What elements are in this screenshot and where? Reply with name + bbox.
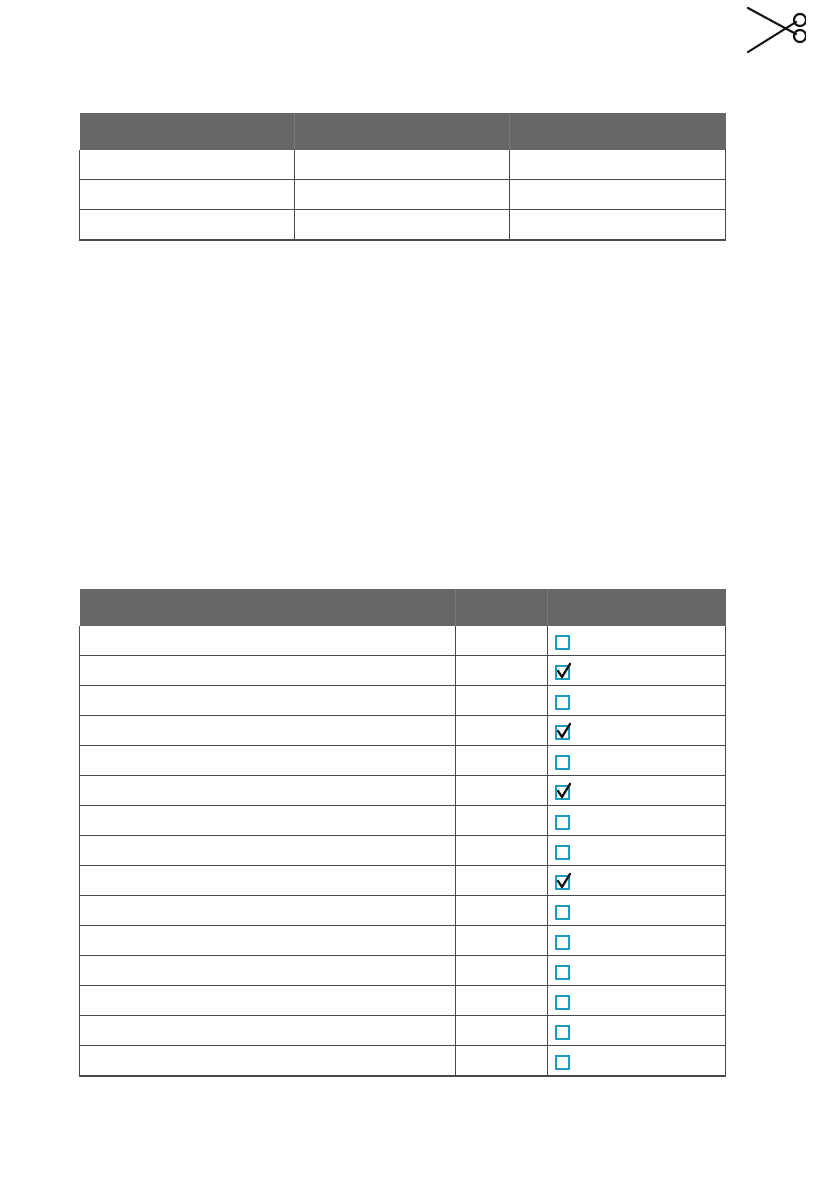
table-row	[80, 806, 726, 836]
info-cell	[510, 210, 726, 241]
info-header-cell-3	[510, 113, 726, 150]
checklist-header-cell-1	[80, 589, 456, 626]
info-cell	[80, 210, 295, 241]
checklist-checkbox-cell	[548, 806, 726, 836]
checkbox-unchecked[interactable]	[555, 635, 570, 650]
checklist-checkbox-cell	[548, 866, 726, 896]
checklist-value-cell	[456, 1016, 548, 1046]
table-row	[80, 716, 726, 746]
checkbox-checked[interactable]	[555, 875, 570, 890]
info-table-header	[80, 113, 726, 150]
checklist-label-cell	[80, 686, 456, 716]
checkbox-unchecked[interactable]	[555, 1025, 570, 1040]
info-cell	[80, 150, 295, 180]
checklist-header-cell-3	[548, 589, 726, 626]
table-row	[80, 986, 726, 1016]
table-row	[80, 150, 726, 180]
checklist-checkbox-cell	[548, 836, 726, 866]
checklist-label-cell	[80, 1016, 456, 1046]
checkbox-unchecked[interactable]	[555, 905, 570, 920]
checkbox-unchecked[interactable]	[555, 695, 570, 710]
checklist-checkbox-cell	[548, 956, 726, 986]
checkbox-checked[interactable]	[555, 665, 570, 680]
checklist-value-cell	[456, 986, 548, 1016]
checkbox-unchecked[interactable]	[555, 845, 570, 860]
checklist-label-cell	[80, 806, 456, 836]
checkbox-unchecked[interactable]	[555, 815, 570, 830]
checklist-checkbox-cell	[548, 1046, 726, 1077]
info-cell	[510, 150, 726, 180]
checklist-checkbox-cell	[548, 686, 726, 716]
checklist-value-cell	[456, 716, 548, 746]
table-row	[80, 656, 726, 686]
table-row	[80, 180, 726, 210]
checklist-checkbox-cell	[548, 776, 726, 806]
checklist-value-cell	[456, 956, 548, 986]
checklist-value-cell	[456, 836, 548, 866]
table-row	[80, 1016, 726, 1046]
info-cell	[295, 180, 510, 210]
checklist-label-cell	[80, 866, 456, 896]
checkmark-icon	[556, 662, 572, 680]
checklist-value-cell	[456, 1046, 548, 1077]
checklist-table	[79, 589, 726, 1077]
checklist-label-cell	[80, 926, 456, 956]
checklist-checkbox-cell	[548, 1016, 726, 1046]
checklist-label-cell	[80, 776, 456, 806]
table-row	[80, 746, 726, 776]
checklist-checkbox-cell	[548, 896, 726, 926]
checklist-checkbox-cell	[548, 626, 726, 656]
info-header-cell-1	[80, 113, 295, 150]
table-row	[80, 956, 726, 986]
checklist-value-cell	[456, 776, 548, 806]
checklist-label-cell	[80, 1046, 456, 1077]
checklist-label-cell	[80, 986, 456, 1016]
table-row	[80, 926, 726, 956]
table-row	[80, 776, 726, 806]
table-row	[80, 686, 726, 716]
info-cell	[510, 180, 726, 210]
checklist-value-cell	[456, 746, 548, 776]
checkbox-unchecked[interactable]	[555, 995, 570, 1010]
checklist-value-cell	[456, 656, 548, 686]
checklist-label-cell	[80, 746, 456, 776]
checklist-value-cell	[456, 806, 548, 836]
checklist-value-cell	[456, 686, 548, 716]
checklist-value-cell	[456, 866, 548, 896]
info-table	[79, 113, 726, 241]
info-cell	[295, 150, 510, 180]
table-row	[80, 866, 726, 896]
checklist-value-cell	[456, 896, 548, 926]
checklist-label-cell	[80, 626, 456, 656]
checklist-checkbox-cell	[548, 926, 726, 956]
checklist-checkbox-cell	[548, 986, 726, 1016]
table-row	[80, 626, 726, 656]
checkbox-unchecked[interactable]	[555, 755, 570, 770]
info-cell	[80, 180, 295, 210]
checklist-table-header	[80, 589, 726, 626]
checklist-value-cell	[456, 926, 548, 956]
checklist-label-cell	[80, 836, 456, 866]
checkmark-icon	[556, 722, 572, 740]
info-header-cell-2	[295, 113, 510, 150]
checklist-label-cell	[80, 716, 456, 746]
checkbox-unchecked[interactable]	[555, 965, 570, 980]
checklist-value-cell	[456, 626, 548, 656]
info-cell	[295, 210, 510, 241]
table-row	[80, 836, 726, 866]
table-row	[80, 1046, 726, 1077]
checkbox-unchecked[interactable]	[555, 1055, 570, 1070]
checklist-label-cell	[80, 896, 456, 926]
table-row	[80, 896, 726, 926]
checklist-checkbox-cell	[548, 716, 726, 746]
checkbox-checked[interactable]	[555, 785, 570, 800]
checklist-header-cell-2	[456, 589, 548, 626]
checklist-checkbox-cell	[548, 746, 726, 776]
checkmark-icon	[556, 782, 572, 800]
table-row	[80, 210, 726, 241]
scissors-icon	[744, 0, 806, 62]
checklist-label-cell	[80, 656, 456, 686]
checklist-label-cell	[80, 956, 456, 986]
checkbox-checked[interactable]	[555, 725, 570, 740]
checklist-checkbox-cell	[548, 656, 726, 686]
checkbox-unchecked[interactable]	[555, 935, 570, 950]
checkmark-icon	[556, 872, 572, 890]
